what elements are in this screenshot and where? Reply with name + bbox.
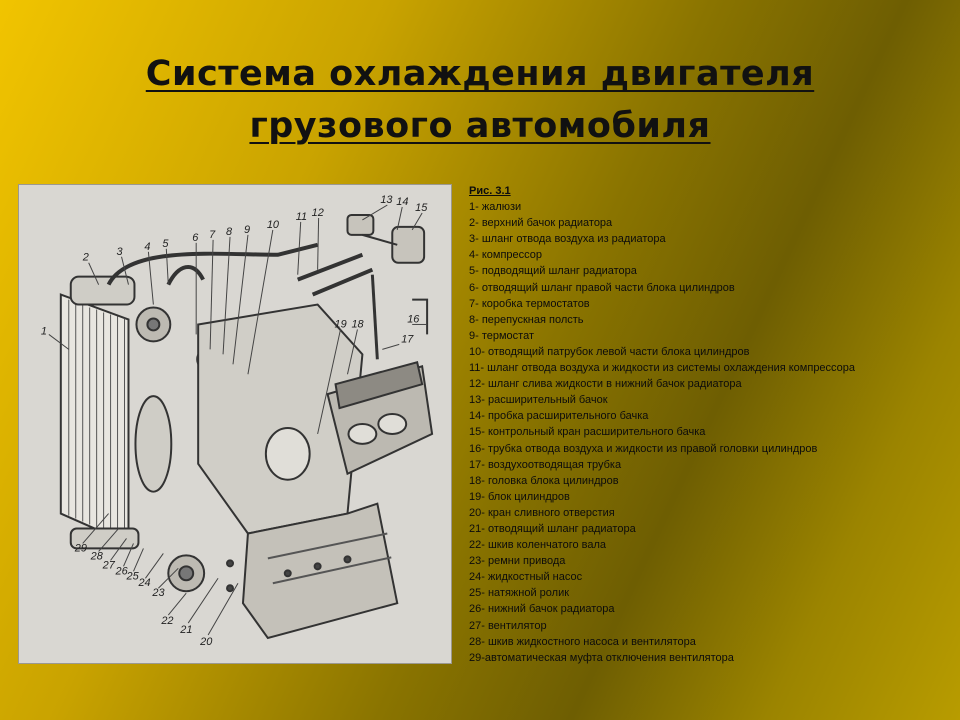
legend-item: 18- головка блока цилиндров xyxy=(469,474,619,487)
callout-9: 9 xyxy=(243,223,251,236)
callout-2: 2 xyxy=(82,251,89,264)
legend-item: 23- ремни привода xyxy=(469,555,566,568)
figure-caption: Рис. 3.1 xyxy=(469,185,511,197)
callout-12: 12 xyxy=(311,206,324,219)
callout-5: 5 xyxy=(162,237,169,250)
legend-item: 14- пробка расширительного бачка xyxy=(469,410,649,423)
callout-21: 21 xyxy=(180,624,193,637)
callout-1: 1 xyxy=(40,325,47,338)
slide-title xyxy=(0,48,960,152)
legend-item: 15- контрольный кран расширительного бачка xyxy=(469,426,706,439)
legend-item: 4- компрессор xyxy=(469,249,543,262)
callout-6: 6 xyxy=(192,231,199,244)
callout-17: 17 xyxy=(401,333,414,346)
legend-item: 3- шланг отвода воздуха из радиатора xyxy=(469,233,666,246)
legend-item: 10- отводящий патрубок левой части блока цилиндров xyxy=(469,345,750,358)
legend-item: 19- блок цилиндров xyxy=(469,490,570,503)
legend-item: 17- воздухоотводящая трубка xyxy=(469,458,622,471)
legend-item: 28- шкив жидкостного насоса и вентилятора xyxy=(469,635,696,648)
radiator xyxy=(61,277,139,549)
legend-item: 24- жидкостный насос xyxy=(469,571,583,584)
legend-item: 1- жалюзи xyxy=(469,201,522,214)
callout-20: 20 xyxy=(200,635,213,648)
legend-item: 16- трубка отвода воздуха и жидкости из правой головки цилиндров xyxy=(469,442,818,455)
callout-16: 16 xyxy=(407,313,420,326)
legend-item: 8- перепускная полсть xyxy=(469,313,584,326)
callout-3: 3 xyxy=(116,245,123,258)
legend-item: 13- расширительный бачок xyxy=(469,394,608,407)
callout-18: 18 xyxy=(351,318,364,331)
callout-25: 25 xyxy=(126,570,139,583)
legend-item: 25- натяжной ролик xyxy=(469,587,570,600)
legend-item: 9- термостат xyxy=(469,329,534,342)
callout-27: 27 xyxy=(102,559,115,572)
engine-cooling-diagram xyxy=(18,184,452,664)
legend-item: 21- отводящий шланг радиатора xyxy=(469,522,636,535)
callout-29: 29 xyxy=(74,542,87,555)
callout-4: 4 xyxy=(144,240,151,253)
callout-28: 28 xyxy=(90,550,103,563)
legend-item: 6- отводящий шланг правой части блока цилиндров xyxy=(469,281,735,294)
engine-drawing xyxy=(19,185,451,663)
legend-item: 12- шланг слива жидкости в нижний бачок радиатора xyxy=(469,378,742,391)
callout-11: 11 xyxy=(295,210,308,223)
callout-26: 26 xyxy=(115,565,128,578)
callout-10: 10 xyxy=(266,218,280,231)
figure-legend xyxy=(469,183,949,666)
callout-14: 14 xyxy=(396,196,409,209)
legend-item: 20- кран сливного отверстия xyxy=(469,506,615,519)
callout-24: 24 xyxy=(138,577,151,590)
legend-item: 2- верхний бачок радиатора xyxy=(469,217,613,230)
legend-item: 11- шланг отвода воздуха и жидкости из системы охлаждения компрессора xyxy=(469,362,856,375)
callout-19: 19 xyxy=(334,318,347,331)
slide-title-line-2: грузового автомобиля xyxy=(249,106,711,146)
callout-13: 13 xyxy=(380,194,393,207)
callout-22: 22 xyxy=(161,615,174,628)
legend-item: 29-автоматическая муфта отключения вентилятора xyxy=(469,651,734,664)
callout-7: 7 xyxy=(209,228,216,241)
callout-15: 15 xyxy=(415,201,428,214)
legend-item: 27- вентилятор xyxy=(469,619,547,632)
callout-23: 23 xyxy=(152,587,165,600)
slide-title-line-1: Система охлаждения двигателя xyxy=(145,54,815,94)
legend-item: 7- коробка термостатов xyxy=(469,297,590,310)
legend-item: 26- нижний бачок радиатора xyxy=(469,603,615,616)
callout-8: 8 xyxy=(226,225,233,238)
legend-item: 5- подводящий шланг радиатора xyxy=(469,265,637,278)
legend-item: 22- шкив коленчатого вала xyxy=(469,539,607,552)
